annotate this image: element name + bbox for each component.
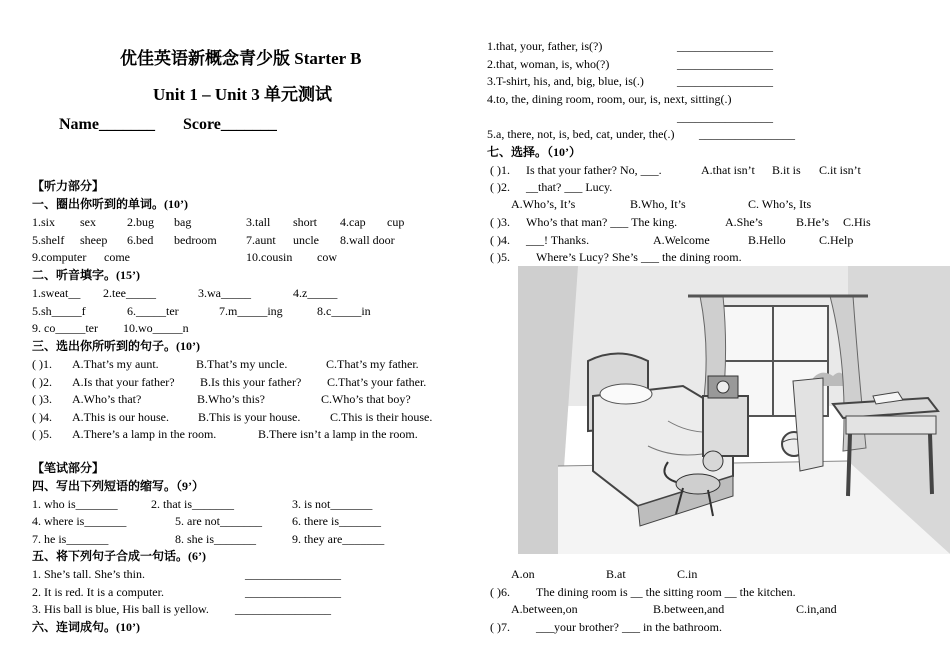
fill-word[interactable]: 5.sh_____f bbox=[32, 304, 86, 318]
fill-word[interactable]: 8.c_____in bbox=[317, 304, 371, 318]
word[interactable]: 1.six bbox=[32, 215, 56, 229]
answer-blank[interactable]: ________________ bbox=[245, 567, 341, 581]
answer-blank[interactable]: ________________ bbox=[677, 74, 773, 88]
word[interactable]: uncle bbox=[293, 233, 319, 247]
option-b[interactable]: B.Who, It’s bbox=[630, 197, 686, 211]
option-b[interactable]: B.Who’s this? bbox=[197, 392, 265, 406]
contraction-item[interactable]: 7. he is_______ bbox=[32, 532, 109, 546]
question-text: ___your brother? ___ in the bathroom. bbox=[536, 620, 722, 634]
name-blank[interactable]: _______ bbox=[98, 116, 155, 133]
fill-word[interactable]: 7.m_____ing bbox=[219, 304, 283, 318]
word[interactable]: sex bbox=[80, 215, 96, 229]
sec6-item-5: 5.a, there, not, is, bed, cat, under, the(.) bbox=[487, 127, 675, 141]
option-c[interactable]: C.That’s your father. bbox=[327, 375, 427, 389]
option-a[interactable]: A.Who’s that? bbox=[72, 392, 142, 406]
word[interactable]: 6.bed bbox=[127, 233, 154, 247]
option-c[interactable]: C.in bbox=[677, 567, 698, 581]
question-text: Where’s Lucy? She’s ___ the dining room. bbox=[536, 250, 742, 264]
sec4-title: 四、写出下列短语的缩写。（9’） bbox=[32, 479, 204, 493]
option-a[interactable]: A.There’s a lamp in the room. bbox=[72, 427, 217, 441]
word[interactable]: cup bbox=[387, 215, 405, 229]
option-a[interactable]: A.She’s bbox=[725, 215, 763, 229]
word[interactable]: 10.cousin bbox=[246, 250, 293, 264]
contraction-item[interactable]: 6. there is_______ bbox=[292, 514, 381, 528]
answer-blank[interactable]: ________________ bbox=[677, 57, 773, 71]
listening-heading: 【听力部分】 bbox=[32, 179, 105, 193]
option-a[interactable]: A.This is our house. bbox=[72, 410, 169, 424]
answer-blank[interactable]: ________________ bbox=[699, 127, 795, 141]
option-c[interactable]: C.in,and bbox=[796, 602, 837, 616]
score-label: Score bbox=[182, 116, 221, 133]
contraction-item[interactable]: 5. are not_______ bbox=[175, 514, 262, 528]
answer-bracket[interactable]: ( )4. bbox=[32, 410, 52, 424]
contraction-item[interactable]: 8. she is_______ bbox=[175, 532, 256, 546]
fill-word[interactable]: 2.tee_____ bbox=[103, 286, 156, 300]
word[interactable]: 9.computer bbox=[32, 250, 87, 264]
sec2-title: 二、听音填字。(15’) bbox=[32, 268, 140, 282]
word[interactable]: bag bbox=[174, 215, 192, 229]
word[interactable]: 2.bug bbox=[127, 215, 154, 229]
sec6-item-2: 2.that, woman, is, who(?) bbox=[487, 57, 610, 71]
question-text: Is that your father? No, ___. bbox=[526, 163, 662, 177]
page-subtitle: Unit 1 – Unit 3 单元测试 bbox=[153, 85, 332, 104]
sec5-item-2: 2. It is red. It is a computer. bbox=[32, 585, 164, 599]
word[interactable]: bedroom bbox=[174, 233, 217, 247]
option-a[interactable]: A.Welcome bbox=[653, 233, 710, 247]
answer-bracket[interactable]: ( )2. bbox=[490, 180, 510, 194]
contraction-item[interactable]: 1. who is_______ bbox=[32, 497, 118, 511]
question-text: Who’s that man? ___ The king. bbox=[526, 215, 678, 229]
contraction-item[interactable]: 2. that is_______ bbox=[151, 497, 234, 511]
word[interactable]: short bbox=[293, 215, 317, 229]
option-a[interactable]: A.Is that your father? bbox=[72, 375, 175, 389]
answer-blank[interactable]: ________________ bbox=[677, 39, 773, 53]
option-c[interactable]: C.This is their house. bbox=[330, 410, 433, 424]
fill-word[interactable]: 4.z_____ bbox=[293, 286, 338, 300]
fill-word[interactable]: 10.wo_____n bbox=[123, 321, 189, 335]
question-text: ___! Thanks. bbox=[526, 233, 590, 247]
answer-bracket[interactable]: ( )4. bbox=[490, 233, 510, 247]
answer-bracket[interactable]: ( )5. bbox=[490, 250, 510, 264]
fill-word[interactable]: 3.wa_____ bbox=[198, 286, 251, 300]
answer-bracket[interactable]: ( )3. bbox=[32, 392, 52, 406]
answer-blank[interactable]: ________________ bbox=[245, 585, 341, 599]
sec1-title: 一、圈出你听到的单词。(10’) bbox=[32, 197, 188, 211]
sec6-item-1: 1.that, your, father, is(?) bbox=[487, 39, 603, 53]
name-score-line bbox=[59, 116, 277, 134]
question-text: The dining room is __ the sitting room __ the kitchen. bbox=[536, 585, 796, 599]
fill-word[interactable]: 1.sweat__ bbox=[32, 286, 81, 300]
answer-bracket[interactable]: ( )1. bbox=[32, 357, 52, 371]
answer-bracket[interactable]: ( )7. bbox=[490, 620, 510, 634]
option-c[interactable]: C.His bbox=[843, 215, 871, 229]
option-c[interactable]: C.That’s my father. bbox=[326, 357, 419, 371]
sec5-title: 五、将下列句子合成一句话。(6’) bbox=[32, 549, 206, 563]
word[interactable]: cow bbox=[317, 250, 337, 264]
option-c[interactable]: C.it isn’t bbox=[819, 163, 861, 177]
page-title: 优佳英语新概念青少版 Starter B bbox=[120, 49, 362, 68]
answer-bracket[interactable]: ( )1. bbox=[490, 163, 510, 177]
name-label: Name bbox=[59, 116, 99, 133]
answer-bracket[interactable]: ( )6. bbox=[490, 585, 510, 599]
option-c[interactable]: C. Who’s, Its bbox=[748, 197, 812, 211]
fill-word[interactable]: 6._____ter bbox=[127, 304, 179, 318]
option-b[interactable]: B.This is your house. bbox=[198, 410, 301, 424]
question-text: __that? ___ Lucy. bbox=[526, 180, 613, 194]
answer-blank[interactable]: ________________ bbox=[235, 602, 331, 616]
option-a[interactable]: A.Who’s, It’s bbox=[511, 197, 576, 211]
option-b[interactable]: B.There isn’t a lamp in the room. bbox=[258, 427, 418, 441]
option-b[interactable]: B.He’s bbox=[796, 215, 829, 229]
answer-blank[interactable]: ________________ bbox=[677, 110, 773, 124]
sec7-title: 七、选择。（10’） bbox=[487, 145, 581, 159]
written-heading: 【笔试部分】 bbox=[32, 461, 105, 475]
sec6-item-3: 3.T-shirt, his, and, big, blue, is(.) bbox=[487, 74, 644, 88]
contraction-item[interactable]: 9. they are_______ bbox=[292, 532, 385, 546]
answer-bracket[interactable]: ( )3. bbox=[490, 215, 510, 229]
word[interactable]: come bbox=[104, 250, 130, 264]
option-b[interactable]: B.between,and bbox=[653, 602, 725, 616]
sec6-item-4: 4.to, the, dining room, room, our, is, next, sitting(.) bbox=[487, 92, 732, 106]
option-b[interactable]: B.at bbox=[606, 567, 626, 581]
word[interactable]: 4.cap bbox=[340, 215, 366, 229]
word[interactable]: 7.aunt bbox=[246, 233, 276, 247]
option-a[interactable]: A.that isn’t bbox=[701, 163, 755, 177]
option-b[interactable]: B.That’s my uncle. bbox=[196, 357, 288, 371]
option-a[interactable]: A.between,on bbox=[511, 602, 578, 616]
word[interactable]: 3.tall bbox=[246, 215, 271, 229]
sec3-title: 三、选出你所听到的句子。(10’) bbox=[32, 339, 200, 353]
option-a[interactable]: A.on bbox=[511, 567, 535, 581]
sec5-item-3: 3. His ball is blue, His ball is yellow. bbox=[32, 602, 209, 616]
sec5-item-1: 1. She’s tall. She’s thin. bbox=[32, 567, 146, 581]
word[interactable]: 8.wall door bbox=[340, 233, 395, 247]
word[interactable]: 5.shelf bbox=[32, 233, 65, 247]
contraction-item[interactable]: 4. where is_______ bbox=[32, 514, 127, 528]
fill-word[interactable]: 9. co_____ter bbox=[32, 321, 98, 335]
contraction-item[interactable]: 3. is not_______ bbox=[292, 497, 373, 511]
option-c[interactable]: C.Help bbox=[819, 233, 854, 247]
option-b[interactable]: B.Hello bbox=[748, 233, 786, 247]
word[interactable]: sheep bbox=[80, 233, 108, 247]
answer-bracket[interactable]: ( )5. bbox=[32, 427, 52, 441]
bedroom-illustration bbox=[518, 266, 950, 554]
sec6-title: 六、连词成句。(10’) bbox=[32, 620, 140, 634]
option-b[interactable]: B.it is bbox=[772, 163, 801, 177]
score-blank[interactable]: _______ bbox=[220, 116, 277, 133]
option-b[interactable]: B.Is this your father? bbox=[200, 375, 302, 389]
answer-bracket[interactable]: ( )2. bbox=[32, 375, 52, 389]
option-c[interactable]: C.Who’s that boy? bbox=[321, 392, 411, 406]
option-a[interactable]: A.That’s my aunt. bbox=[72, 357, 159, 371]
